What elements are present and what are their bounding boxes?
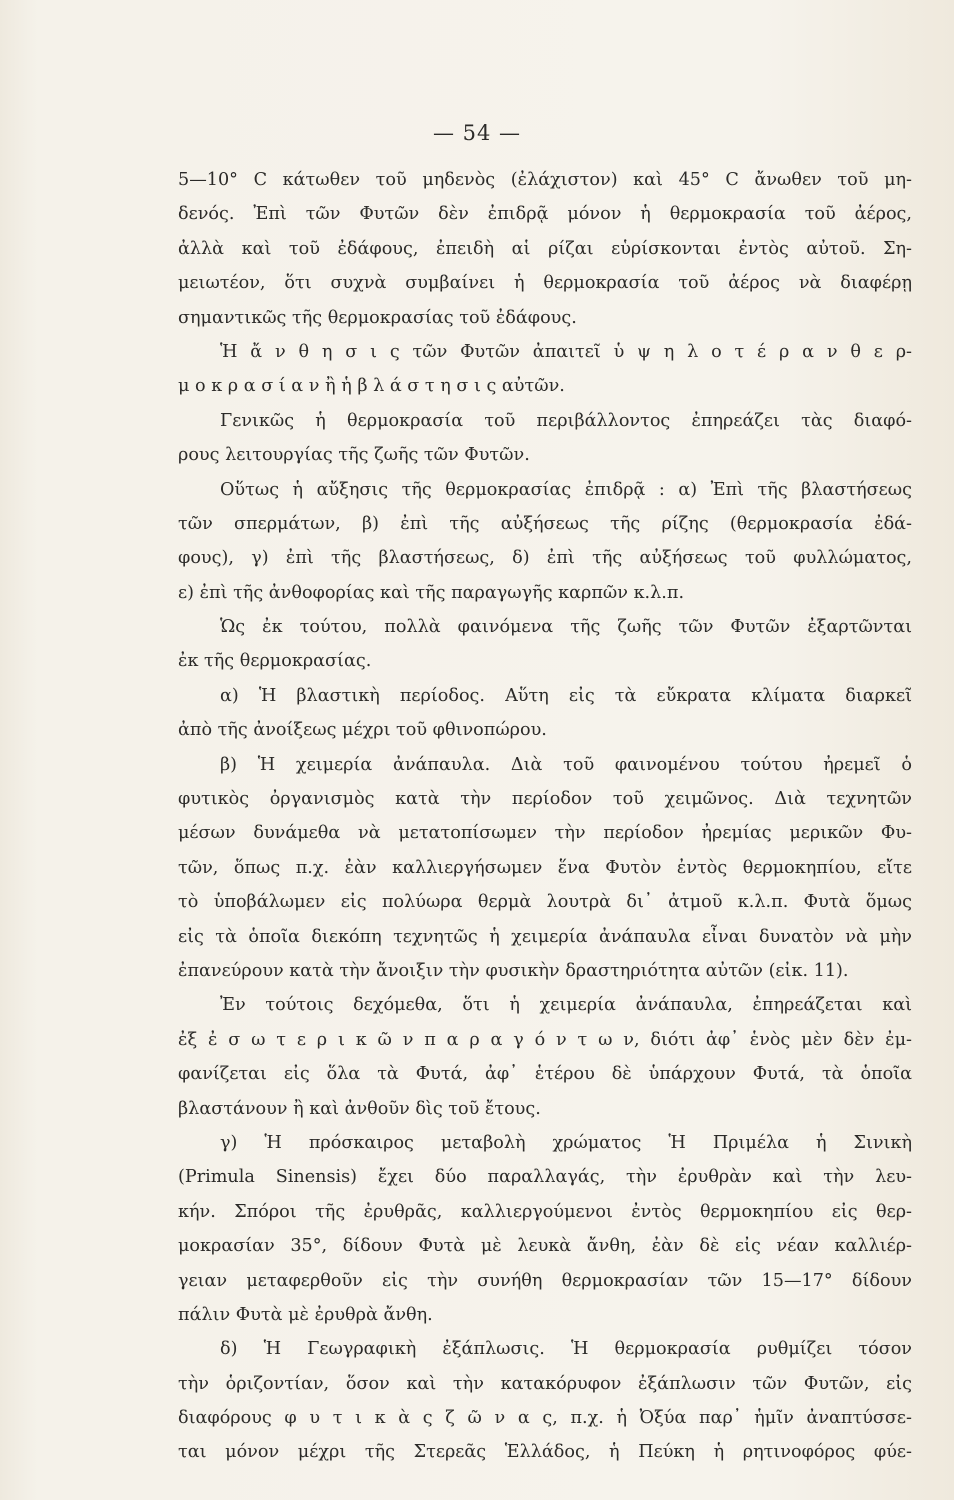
- text-line: Ἐν τούτοις δεχόμεθα, ὅτι ἡ χειμερία ἀνάπαυλα, ἐπηρεάζεται καὶ: [220, 995, 912, 1016]
- text-line: φανίζεται εἰς ὅλα τὰ Φυτά, ἀφ᾿ ἑτέρου δὲ ὑπάρχουν Φυτά, τὰ ὁποῖα: [178, 1064, 912, 1085]
- page-number: — 54 —: [432, 121, 522, 145]
- text-line: Ὡς ἐκ τούτου, πολλὰ φαινόμενα τῆς ζωῆς τῶν Φυτῶν ἐξαρτῶνται: [220, 617, 912, 638]
- text-line: τὸ ὑποβάλωμεν εἰς πολύωρα θερμὰ λουτρὰ δι᾿ ἀτμοῦ κ.λ.π. Φυτὰ ὅμως: [178, 892, 912, 913]
- text-line: γ) Ἡ πρόσκαιρος μεταβολὴ χρώματος Ἡ Πριμέλα ἡ Σινικὴ: [220, 1132, 912, 1153]
- text-line: δ) Ἡ Γεωγραφικὴ ἐξάπλωσις. Ἡ θερμοκρασία ρυθμίζει τόσον: [220, 1339, 912, 1360]
- text-line: Ἡ ἄ ν θ η σ ι ς τῶν Φυτῶν ἀπαιτεῖ ὑ ψ η λ ο τ έ ρ α ν θ ε ρ-: [220, 341, 912, 362]
- text-line: δενός. Ἐπὶ τῶν Φυτῶν δὲν ἐπιδρᾷ μόνον ἡ θερμοκρασία τοῦ ἀέρος,: [178, 204, 912, 225]
- text-line: ἐκ τῆς θερμοκρασίας.: [178, 651, 372, 672]
- text-line: μέσων δυνάμεθα νὰ μετατοπίσωμεν τὴν περίοδον ἠρεμίας μερικῶν Φυ-: [178, 823, 912, 844]
- text-line: ἀλλὰ καὶ τοῦ ἐδάφους, ἐπειδὴ αἱ ρίζαι εὑρίσκονται ἐντὸς αὐτοῦ. Ση-: [178, 238, 912, 259]
- text-line: ε) ἐπὶ τῆς ἀνθοφορίας καὶ τῆς παραγωγῆς καρπῶν κ.λ.π.: [178, 582, 685, 603]
- text-line: βλαστάνουν ἢ καὶ ἀνθοῦν δὶς τοῦ ἔτους.: [178, 1098, 541, 1119]
- text-line: μοκρασίαν 35°, δίδουν Φυτὰ μὲ λευκὰ ἄνθη, ἐὰν δὲ εἰς νέαν καλλιέρ-: [178, 1236, 912, 1257]
- text-line: ἀπὸ τῆς ἀνοίξεως μέχρι τοῦ φθινοπώρου.: [178, 720, 547, 741]
- text-line: φυτικὸς ὀργανισμὸς κατὰ τὴν περίοδον τοῦ χειμῶνος. Διὰ τεχνητῶν: [178, 789, 912, 810]
- text-line: γειαν μεταφερθοῦν εἰς τὴν συνήθη θερμοκρασίαν τῶν 15—17° δίδουν: [178, 1270, 912, 1291]
- text-line: μειωτέον, ὅτι συχνὰ συμβαίνει ἡ θερμοκρασία τοῦ ἀέρος νὰ διαφέρῃ: [178, 273, 912, 294]
- text-line: ἐξ ἐ σ ω τ ε ρ ι κ ῶ ν π α ρ α γ ό ν τ ω ν, διότι ἀφ᾿ ἑνὸς μὲν δὲν ἐμ-: [178, 1029, 912, 1050]
- text-line: Γενικῶς ἡ θερμοκρασία τοῦ περιβάλλοντος ἐπηρεάζει τὰς διαφό-: [220, 410, 912, 431]
- text-line: σημαντικῶς τῆς θερμοκρασίας τοῦ ἐδάφους.: [178, 307, 577, 328]
- text-line: κήν. Σπόροι τῆς ἐρυθρᾶς, καλλιεργούμενοι ἐντὸς θερμοκηπίου εἰς θερ-: [178, 1201, 912, 1222]
- text-line: β) Ἡ χειμερία ἀνάπαυλα. Διὰ τοῦ φαινομένου τούτου ἠρεμεῖ ὁ: [220, 754, 912, 775]
- text-line: 5—10° C κάτωθεν τοῦ μηδενὸς (ἐλάχιστον) καὶ 45° C ἄνωθεν τοῦ μη-: [178, 170, 912, 190]
- text-line: Οὕτως ἡ αὔξησις τῆς θερμοκρασίας ἐπιδρᾷ : α) Ἐπὶ τῆς βλαστήσεως: [220, 479, 912, 500]
- text-line: (Primula Sinensis) ἔχει δύο παραλλαγάς, τὴν ἐρυθρὰν καὶ τὴν λευ-: [178, 1167, 912, 1188]
- text-line: φους), γ) ἐπὶ τῆς βλαστήσεως, δ) ἐπὶ τῆς αὐξήσεως τοῦ φυλλώματος,: [178, 548, 912, 569]
- text-line: τῶν, ὅπως π.χ. ἐὰν καλλιεργήσωμεν ἕνα Φυτὸν ἐντὸς θερμοκηπίου, εἴτε: [178, 857, 912, 878]
- text-line: τῶν σπερμάτων, β) ἐπὶ τῆς αὐξήσεως τῆς ρίζης (θερμοκρασία ἐδά-: [178, 513, 912, 534]
- text-line: α) Ἡ βλαστικὴ περίοδος. Αὕτη εἰς τὰ εὔκρατα κλίματα διαρκεῖ: [220, 685, 912, 706]
- text-line: ται μόνον μέχρι τῆς Στερεᾶς Ἑλλάδος, ἡ Πεύκη ἡ ρητινοφόρος φύε-: [178, 1442, 912, 1463]
- text-line: πάλιν Φυτὰ μὲ ἐρυθρὰ ἄνθη.: [178, 1304, 433, 1325]
- text-line: εἰς τὰ ὁποῖα διεκόπη τεχνητῶς ἡ χειμερία ἀνάπαυλα εἶναι δυνατὸν νὰ μὴν: [178, 926, 912, 947]
- text-line: μ ο κ ρ α σ ί α ν ἢ ἡ β λ ά σ τ η σ ι ς αὐτῶν.: [178, 376, 565, 397]
- text-line: διαφόρους φ υ τ ι κ ὰ ς ζ ῶ ν α ς, π.χ. ἡ Ὀξύα παρ᾿ ἡμῖν ἀναπτύσσε-: [178, 1408, 912, 1429]
- text-line: ρους λειτουργίας τῆς ζωῆς τῶν Φυτῶν.: [178, 445, 530, 466]
- body-text: [178, 163, 912, 1470]
- text-line: ἐπανεύρουν κατὰ τὴν ἄνοιξιν τὴν φυσικὴν δραστηριότητα αὐτῶν (εἰκ. 11).: [178, 960, 849, 981]
- text-line: τὴν ὁριζοντίαν, ὅσον καὶ τὴν κατακόρυφον ἐξάπλωσιν τῶν Φυτῶν, εἰς: [178, 1373, 912, 1394]
